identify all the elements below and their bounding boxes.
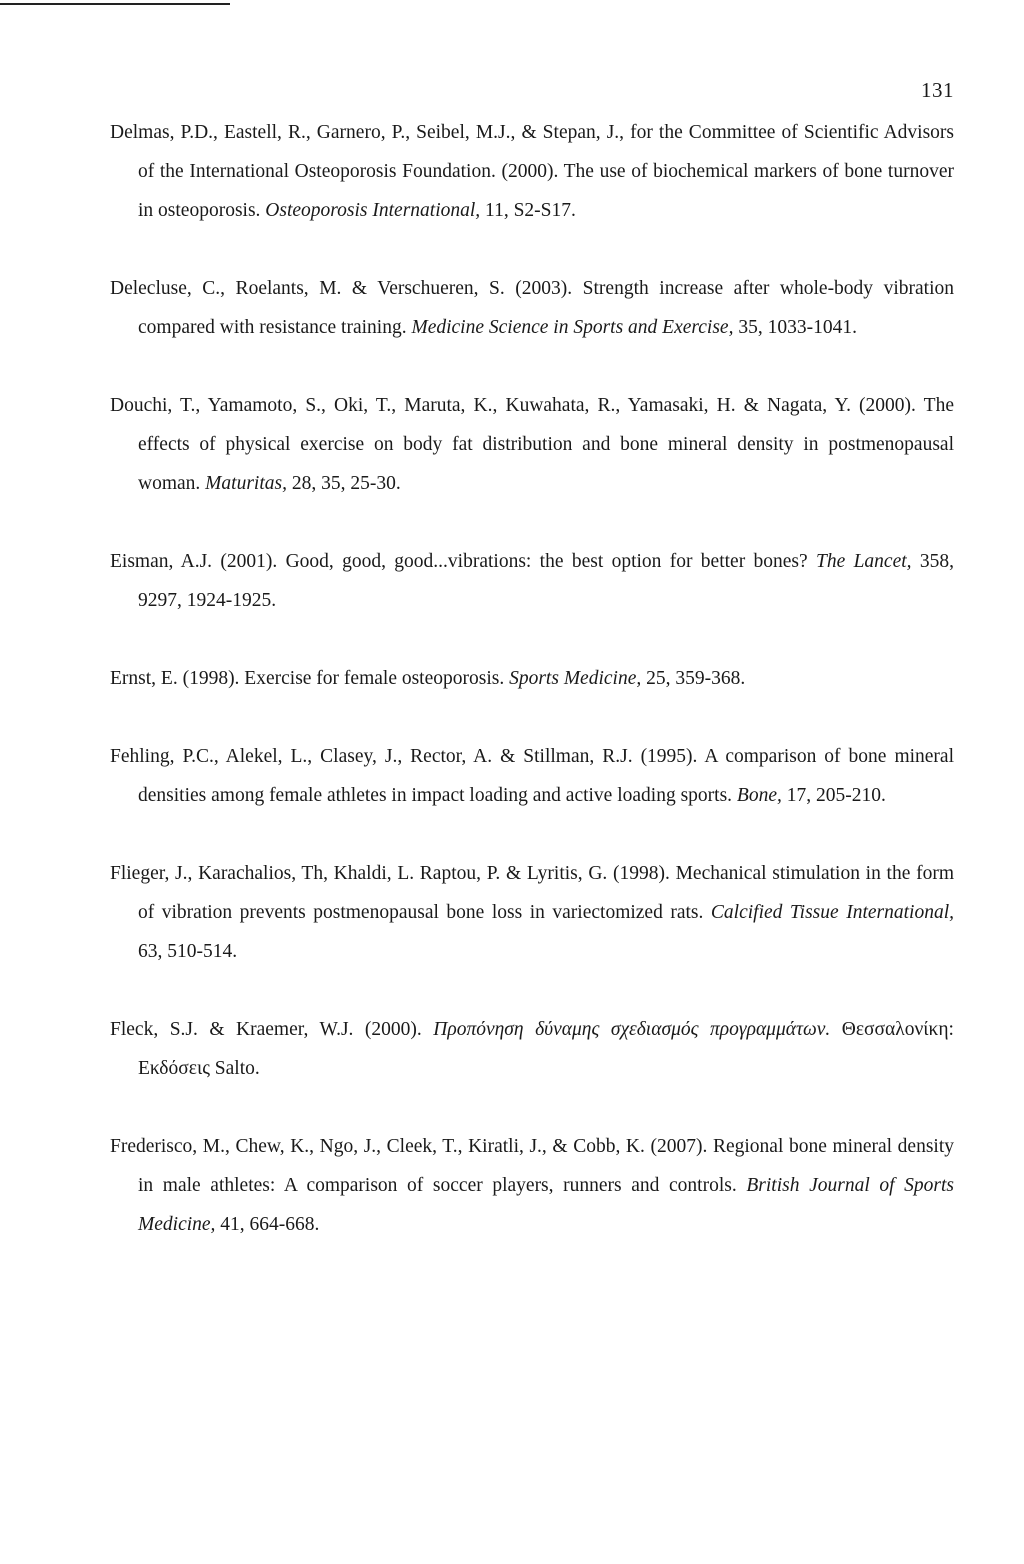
journal-title: The Lancet, bbox=[816, 551, 912, 572]
reference-text: Ernst, E. (1998). Exercise for female osteoporosis. bbox=[110, 668, 510, 689]
book-title: Προπόνηση δύναμης σχεδιασμός προγραμμάτων. bbox=[433, 1019, 831, 1040]
reference-text: Flieger, J., Karachalios, Th, Khaldi, L. Raptou, P. & Lyritis, G. (1998). Mechanical stimulation in the form of vibration prevents postmenopausal bone loss in variectomized rats. bbox=[110, 863, 954, 923]
reference-text: Fleck, S.J. & Kraemer, W.J. (2000). bbox=[110, 1019, 434, 1040]
journal-title: Calcified Tissue International, bbox=[710, 902, 954, 923]
reference-details: 25, 359-368. bbox=[641, 668, 746, 689]
reference-text: Douchi, T., Yamamoto, S., Oki, T., Maruta, K., Kuwahata, R., Yamasaki, H. & Nagata, Y. (2000). The effects of physical exercise on body fat distribution and bone mineral density in postmenopausal woman. bbox=[110, 395, 954, 494]
reference-douchi-2000 bbox=[110, 386, 954, 503]
journal-title: Sports Medicine, bbox=[509, 668, 642, 689]
reference-details: 11, S2-S17. bbox=[480, 200, 576, 221]
reference-fleck-2000 bbox=[110, 1010, 954, 1088]
reference-details: 28, 35, 25-30. bbox=[286, 473, 401, 494]
journal-title: Osteoporosis International, bbox=[265, 200, 481, 221]
reference-text: Delmas, P.D., Eastell, R., Garnero, P., Seibel, M.J., & Stepan, J., for the Committee of Scientific Advisors of the International Osteoporosis Foundation. (2000). The use of biochemical markers of bone turnover in osteoporosis. bbox=[110, 122, 954, 221]
reference-delmas-2000 bbox=[110, 113, 954, 230]
reference-flieger-1998 bbox=[110, 854, 954, 971]
reference-text: Frederisco, M., Chew, K., Ngo, J., Cleek, T., Kiratli, J., & Cobb, K. (2007). Regional bone mineral density in male athletes: A comparison of soccer players, runners and controls. bbox=[110, 1136, 954, 1196]
reference-details: 358, 9297, 1924-1925. bbox=[138, 551, 954, 611]
journal-title: Medicine Science in Sports and Exercise, bbox=[411, 317, 734, 338]
reference-delecluse-2003 bbox=[110, 269, 954, 347]
reference-text: Eisman, A.J. (2001). Good, good, good...vibrations: the best option for better bones? bbox=[110, 551, 816, 572]
reference-eisman-2001 bbox=[110, 542, 954, 620]
reference-details: 17, 205-210. bbox=[781, 785, 886, 806]
reference-frederisco-2007 bbox=[110, 1127, 954, 1244]
reference-text: Delecluse, C., Roelants, M. & Verschueren, S. (2003). Strength increase after whole-body vibration compared with resistance training. bbox=[110, 278, 954, 338]
journal-title: Maturitas, bbox=[205, 473, 287, 494]
reference-details: 63, 510-514. bbox=[138, 941, 238, 962]
journal-title: Bone, bbox=[736, 785, 782, 806]
top-rule bbox=[0, 3, 230, 5]
reference-list bbox=[110, 113, 954, 1244]
reference-fehling-1995 bbox=[110, 737, 954, 815]
journal-title: British Journal of Sports Medicine, bbox=[138, 1175, 954, 1235]
reference-details: 41, 664-668. bbox=[215, 1214, 320, 1235]
page-number: 131 bbox=[921, 78, 954, 102]
reference-text: Fehling, P.C., Alekel, L., Clasey, J., Rector, A. & Stillman, R.J. (1995). A comparison of bone mineral densities among female athletes in impact loading and active loading sports. bbox=[110, 746, 954, 806]
reference-details: 35, 1033-1041. bbox=[733, 317, 857, 338]
reference-details: Θεσσαλονίκη: Εκδόσεις Salto. bbox=[138, 1019, 954, 1079]
reference-ernst-1998 bbox=[110, 659, 954, 698]
